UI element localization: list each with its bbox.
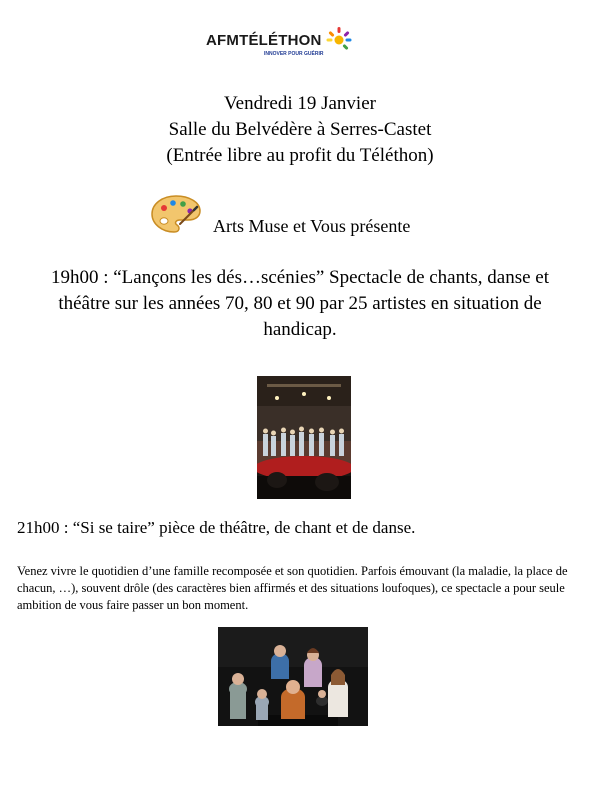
show2-description: Venez vivre le quotidien d’une famille recomposée et son quotidien. Parfois émouvant (la maladie, la place de chacun, …), souvent drôle (des caractères bien affirmés et des situations loufoques), ce spectacle a pour seule ambition de vous faire passer un bon moment. [17, 564, 568, 612]
logo-tagline: INNOVER POUR GUÉRIR [264, 51, 324, 57]
theatre-scene-photo [218, 627, 368, 726]
sun-icon [326, 26, 352, 52]
show2-title: 21h00 : “Si se taire” pièce de théâtre, de chant et de danse. [17, 518, 416, 537]
event-venue: Salle du Belvédère à Serres-Castet [168, 119, 432, 140]
afm-telethon-logo [206, 26, 356, 60]
event-date: Vendredi 19 Janvier [224, 93, 376, 114]
stage-performance-photo [257, 376, 351, 499]
palette-icon [150, 194, 202, 234]
show1-description: 19h00 : “Lançons les dés…scénies” Spectacle de chants, danse et théâtre sur les années 70, 80 et 90 par 25 artistes en situation de handicap. [50, 267, 550, 340]
event-entry: (Entrée libre au profit du Téléthon) [166, 145, 434, 166]
logo-wordmark: AFMTÉLÉTHON [206, 32, 322, 49]
event-info [0, 91, 600, 169]
presenter-text: Arts Muse et Vous présente [213, 216, 411, 236]
